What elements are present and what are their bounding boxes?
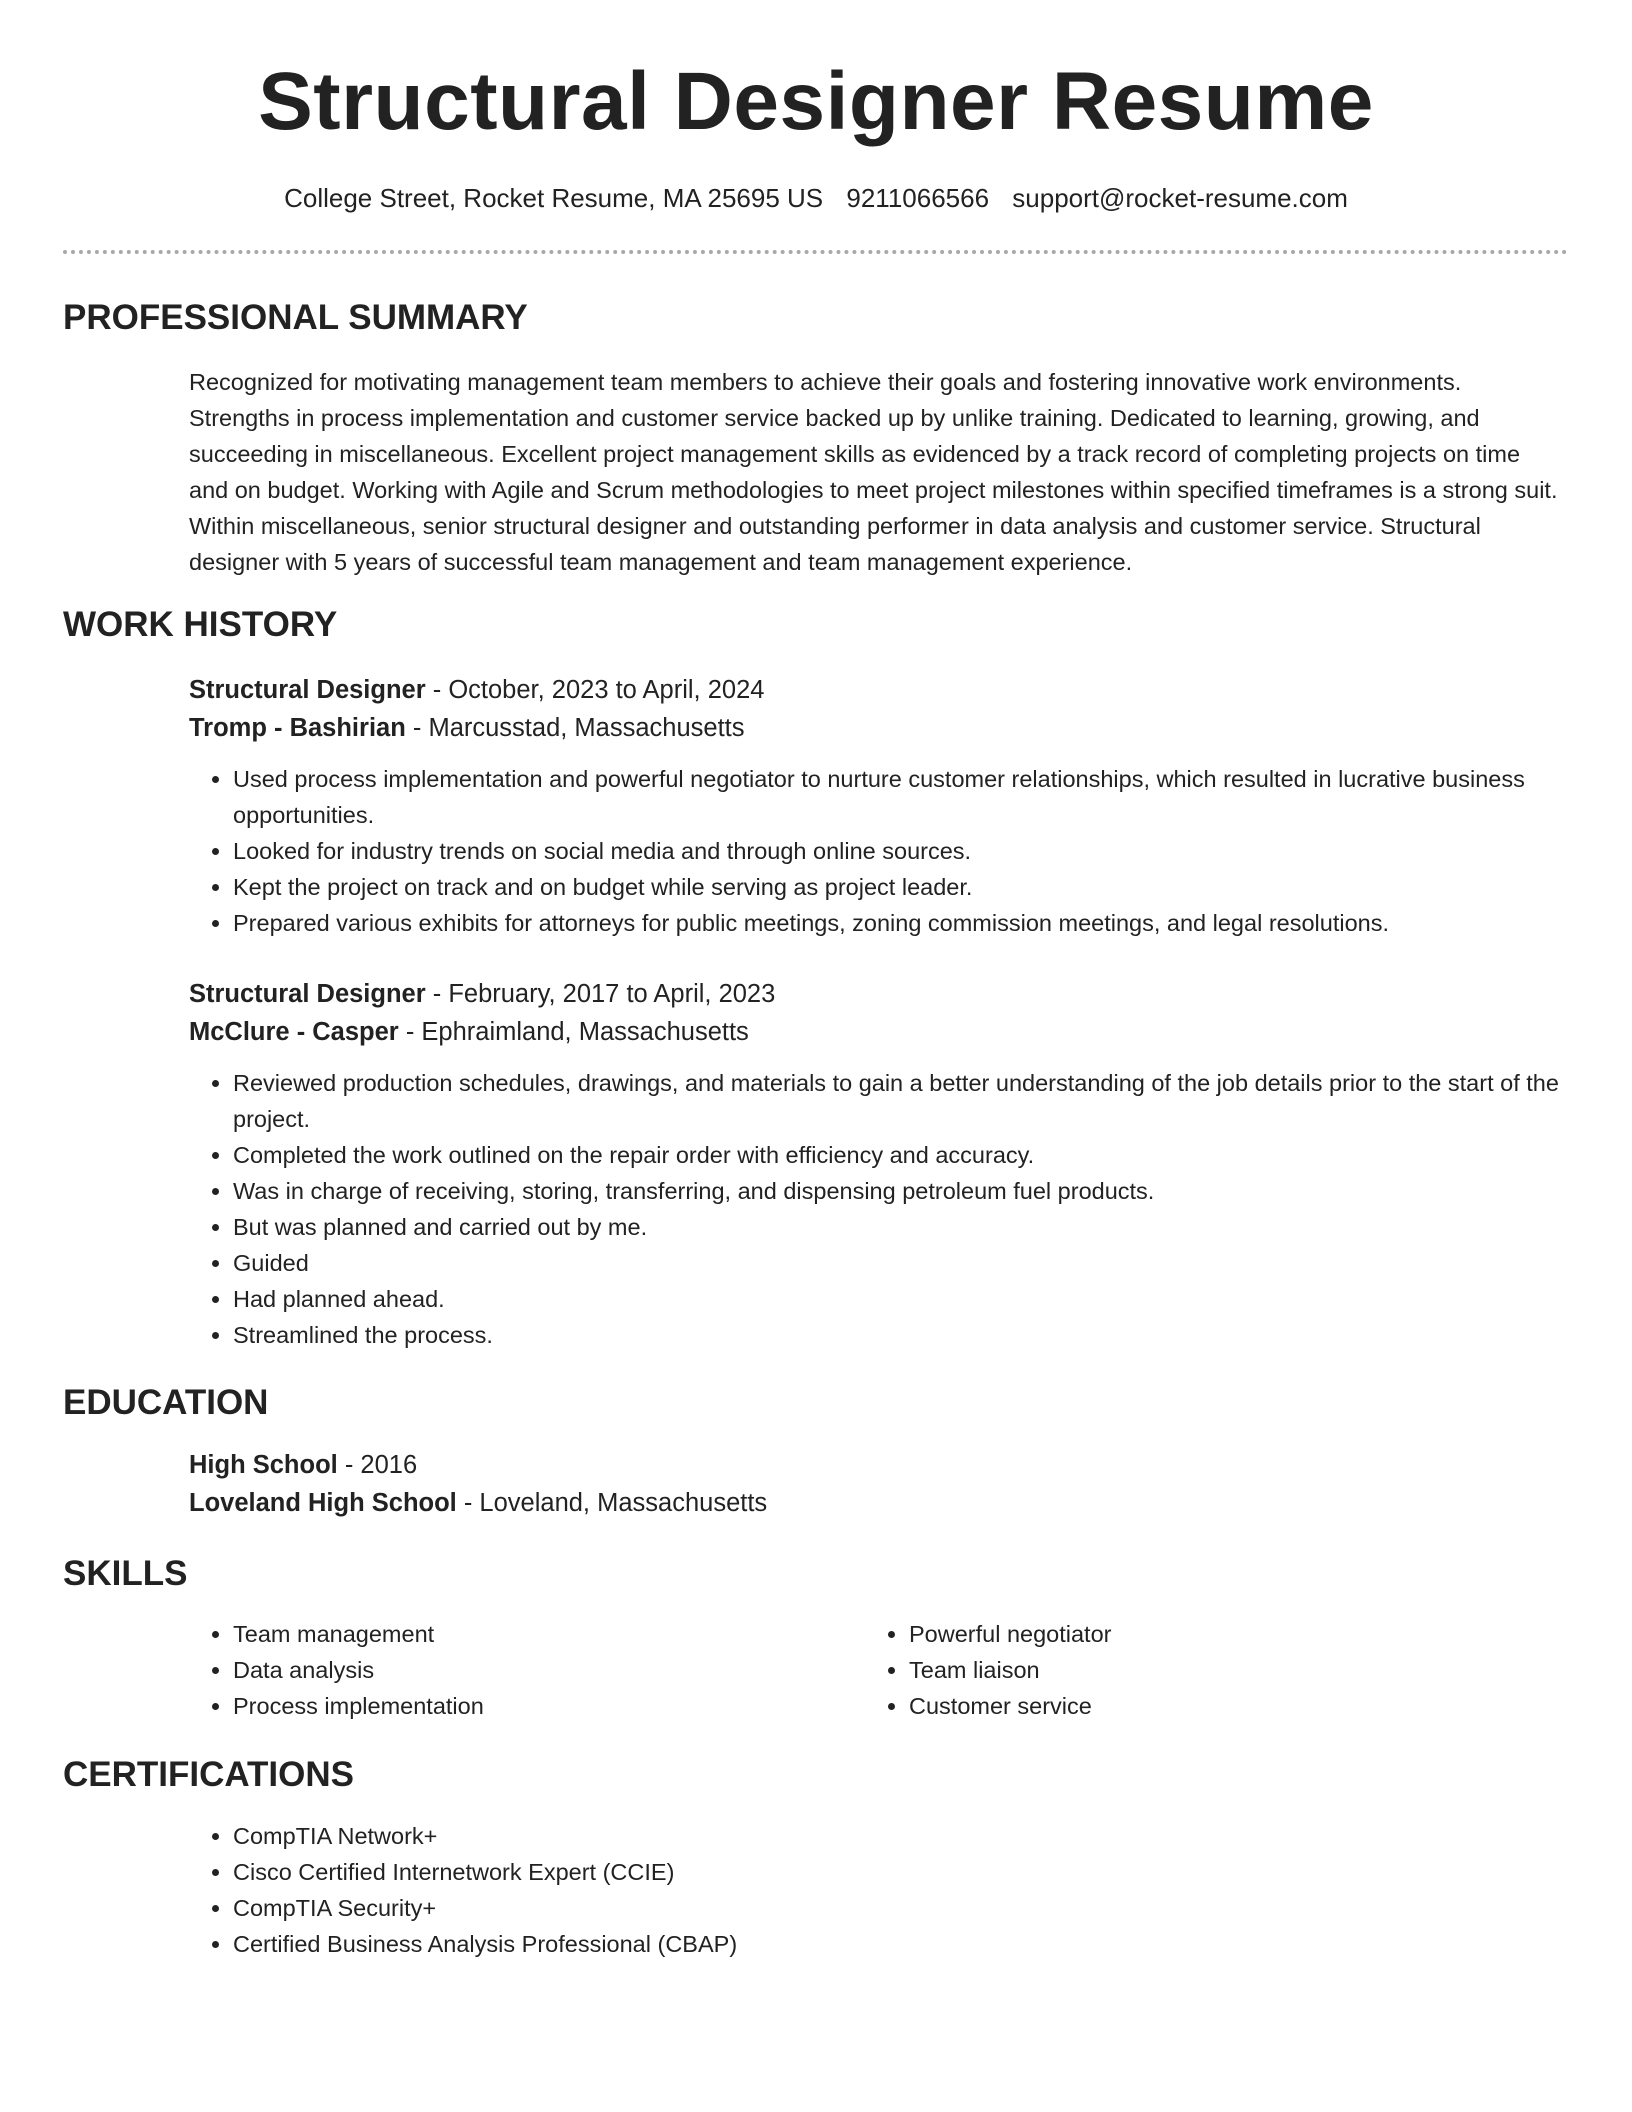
job-company: Tromp - Bashirian xyxy=(189,714,406,742)
certification-item: • Certified Business Analysis Professional (CBAP) xyxy=(233,1926,1559,1962)
summary-text: Recognized for motivating management team members to achieve their goals and fostering innovative work environments. Strengths in process implementation and customer service backed up by unlike training. Dedicated to learning, growing, and succeeding in miscellaneous. Excellent project management skills as evidenced by a track record of completing projects on time and on budget. Working with Agile and Scrum methodologies to meet project milestones within specified timeframes is a strong suit. Within miscellaneous, senior structural designer and outstanding performer in data analysis and customer service. Structural designer with 5 years of successful team management and team management experience. xyxy=(189,369,1558,575)
skills-heading: SKILLS xyxy=(63,1554,188,1593)
job-title-line xyxy=(189,671,1559,709)
job-bullets xyxy=(189,1065,1559,1353)
job-title-line xyxy=(189,975,1559,1013)
job-company: McClure - Casper xyxy=(189,1018,399,1046)
job-role: Structural Designer xyxy=(189,676,426,704)
email-link[interactable]: support@rocket-resume.com xyxy=(1012,183,1348,213)
skill-item: • Team management xyxy=(233,1616,829,1652)
certification-item: • CompTIA Security+ xyxy=(233,1890,1559,1926)
job-bullet: • Was in charge of receiving, storing, transferring, and dispensing petroleum fuel products. xyxy=(233,1173,1559,1209)
school-line xyxy=(189,1484,1559,1522)
skill-item: • Data analysis xyxy=(233,1652,829,1688)
certification-item: • Cisco Certified Internetwork Expert (CCIE) xyxy=(233,1854,1559,1890)
job-bullet: • Streamlined the process. xyxy=(233,1317,1559,1353)
job-company-line xyxy=(189,1013,1559,1051)
school-name: Loveland High School xyxy=(189,1489,457,1517)
degree: High School xyxy=(189,1451,338,1479)
work-heading: WORK HISTORY xyxy=(63,605,338,644)
skill-item: • Team liaison xyxy=(909,1652,1505,1688)
education-entry xyxy=(189,1446,1559,1522)
work-entry xyxy=(189,975,1559,1353)
degree-line xyxy=(189,1446,1559,1484)
job-location: - Ephraimland, Massachusetts xyxy=(398,1018,749,1046)
job-role: Structural Designer xyxy=(189,980,426,1008)
skills-list xyxy=(865,1616,1505,1724)
certifications-list xyxy=(189,1818,1559,1962)
skills-list xyxy=(189,1616,829,1724)
school-location: - Loveland, Massachusetts xyxy=(456,1489,768,1517)
job-bullet: • Completed the work outlined on the repair order with efficiency and accuracy. xyxy=(233,1137,1559,1173)
skills-left xyxy=(189,1616,829,1724)
resume-title: Structural Designer Resume xyxy=(258,56,1374,147)
job-bullet: • Prepared various exhibits for attorneys for public meetings, zoning commission meetings, and legal resolutions. xyxy=(233,905,1559,941)
job-location: - Marcusstad, Massachusetts xyxy=(405,714,745,742)
skill-item: • Powerful negotiator xyxy=(909,1616,1505,1652)
summary-section xyxy=(189,364,1559,580)
summary-heading: PROFESSIONAL SUMMARY xyxy=(63,298,528,337)
certifications-heading: CERTIFICATIONS xyxy=(63,1755,355,1794)
job-bullet: • Looked for industry trends on social media and through online sources. xyxy=(233,833,1559,869)
job-bullet: • Used process implementation and powerful negotiator to nurture customer relationships, which resulted in lucrative business opportunities. xyxy=(233,761,1559,833)
job-dates: - October, 2023 to April, 2024 xyxy=(425,676,765,704)
job-bullet: • Guided xyxy=(233,1245,1559,1281)
phone-text: 9211066566 xyxy=(846,183,990,213)
certification-item: • CompTIA Network+ xyxy=(233,1818,1559,1854)
skills-right xyxy=(865,1616,1505,1724)
skill-item: • Customer service xyxy=(909,1688,1505,1724)
job-company-line xyxy=(189,709,1559,747)
job-bullet: • But was planned and carried out by me. xyxy=(233,1209,1559,1245)
job-bullet: • Kept the project on track and on budget while serving as project leader. xyxy=(233,869,1559,905)
education-heading: EDUCATION xyxy=(63,1383,269,1422)
skill-item: • Process implementation xyxy=(233,1688,829,1724)
header-divider xyxy=(63,250,1568,254)
address-text: College Street, Rocket Resume, MA 25695 US xyxy=(284,183,824,213)
degree-year: - 2016 xyxy=(337,1451,418,1479)
work-entry xyxy=(189,671,1559,941)
certifications-section xyxy=(189,1818,1559,1962)
job-bullet: • Had planned ahead. xyxy=(233,1281,1559,1317)
job-dates: - February, 2017 to April, 2023 xyxy=(425,980,776,1008)
job-bullet: • Reviewed production schedules, drawings, and materials to gain a better understanding of the job details prior to the start of the project. xyxy=(233,1065,1559,1137)
contact-line xyxy=(0,181,1632,215)
job-bullets xyxy=(189,761,1559,941)
